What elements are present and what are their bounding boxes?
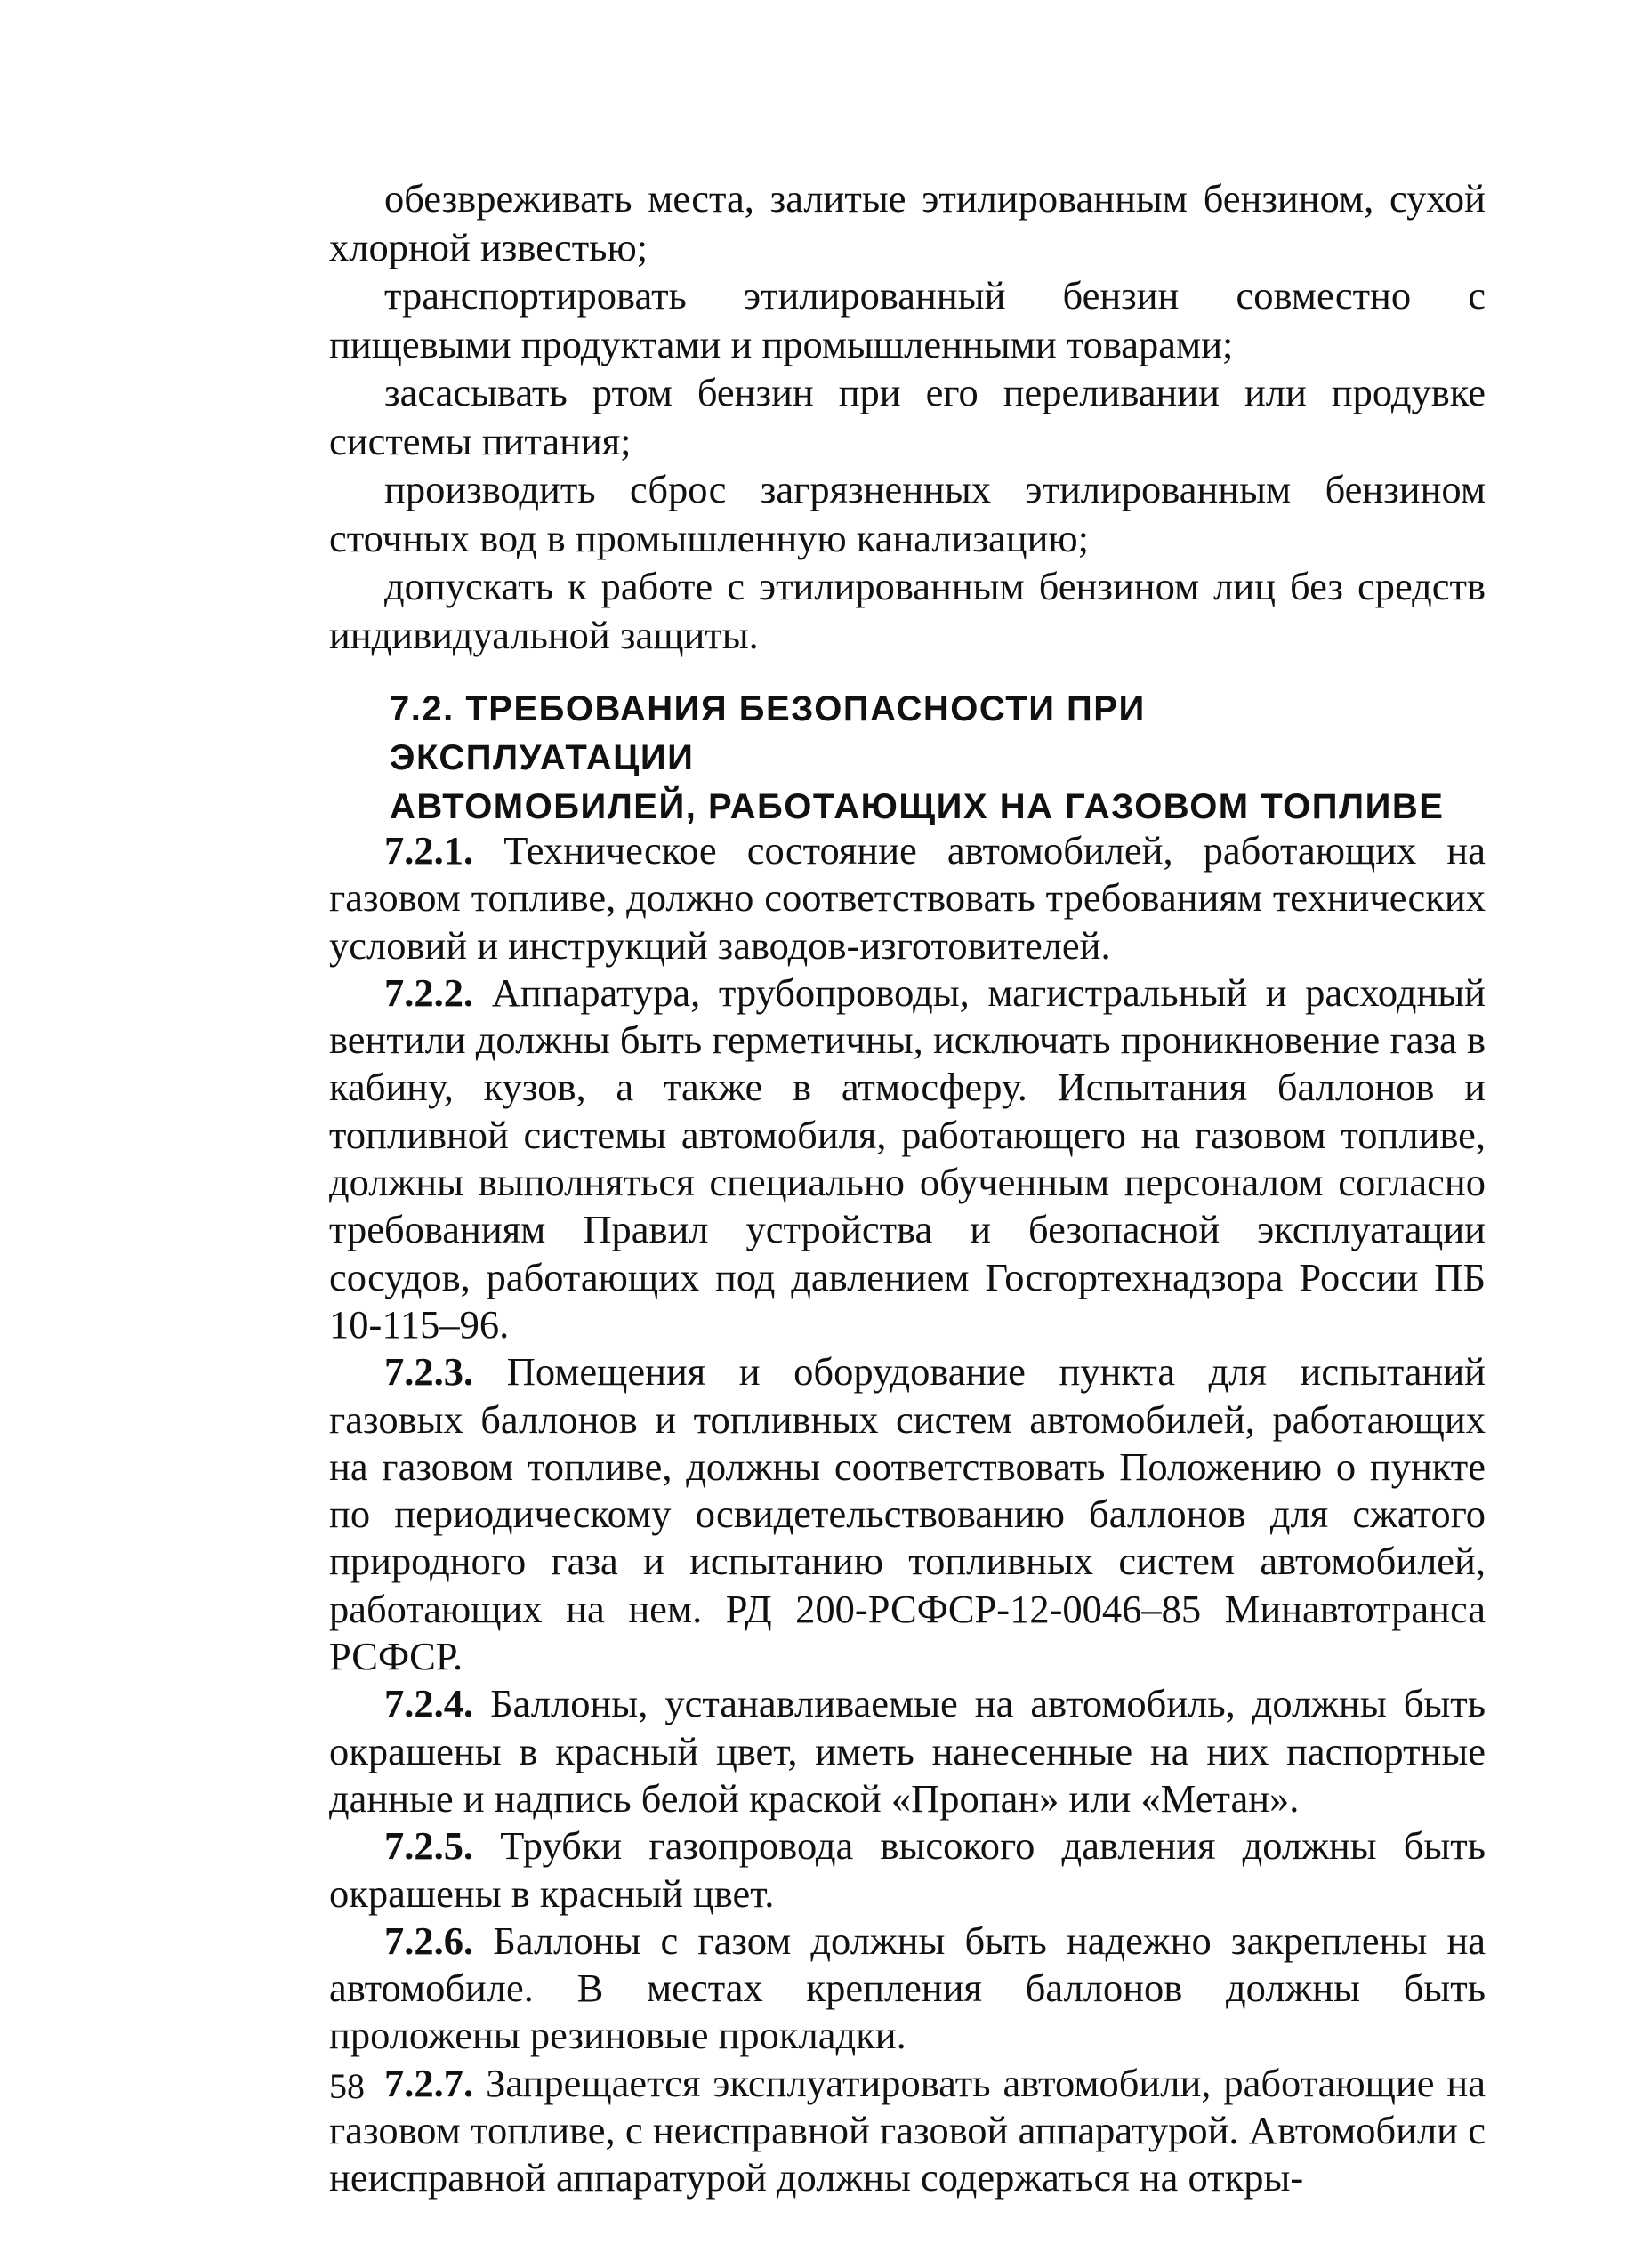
paragraph-text: Помещения и оборудование пункта для испытаний газовых баллонов и топливных систем автомобилей, работающих на газовом топливе, должны соответствовать Положению о пункте по периодическому освидетельствованию баллонов для сжатого природного газа и испытанию топливных систем автомобилей, работающих на нем. РД 200-РСФСР-12-0046–85 Минавтотранса РСФСР. xyxy=(329,1349,1486,1679)
prohibited-actions-list xyxy=(329,174,1486,659)
list-item: транспортировать этилированный бензин совместно с пищевыми продуктами и промышленными товарами; xyxy=(329,273,1486,366)
paragraph-7-2-2 xyxy=(329,969,1486,1348)
paragraph-number: 7.2.2. xyxy=(384,969,474,1015)
paragraph-text: Баллоны с газом должны быть надежно закреплены на автомобиле. В местах крепления баллонов должны быть проложены резиновые прокладки. xyxy=(329,1918,1486,2058)
paragraph-text: Аппаратура, трубопроводы, магистральный и расходный вентили должны быть герметичны, исключать проникновение газа в кабину, кузов, а также в атмосферу. Испытания баллонов и топливной системы автомобиля, работающего на газовом топливе, должны выполняться специально обученным персоналом согласно требованиям Правил устройства и безопасной эксплуатации сосудов, работающих под давлением Госгортехнадзора России ПБ 10-115–96. xyxy=(329,969,1486,1347)
paragraph-text: Баллоны, устанавливаемые на автомобиль, должны быть окрашены в красный цвет, иметь нанесенные на них паспортные данные и надпись белой краской «Пропан» или «Метан». xyxy=(329,1681,1486,1821)
list-item: допускать к работе с этилированным бензином лиц без средств индивидуальной защиты. xyxy=(329,564,1486,657)
paragraph-7-2-5 xyxy=(329,1822,1486,1918)
section-heading xyxy=(390,685,1457,832)
paragraph-number: 7.2.3. xyxy=(384,1349,474,1395)
page-number: 58 xyxy=(329,2066,365,2106)
paragraph-number: 7.2.5. xyxy=(384,1823,474,1869)
paragraph-text: Запрещается эксплуатировать автомобили, работающие на газовом топливе, с неисправной газовой аппаратурой. Автомобили с неисправной аппаратурой должны содержаться на откры- xyxy=(329,2060,1486,2200)
paragraph-text: Трубки газопровода высокого давления должны быть окрашены в красный цвет. xyxy=(329,1823,1486,1916)
paragraph-number: 7.2.4. xyxy=(384,1681,474,1726)
paragraph-7-2-3 xyxy=(329,1348,1486,1680)
paragraph-7-2-4 xyxy=(329,1680,1486,1822)
list-item: обезвреживать места, залитые этилированным бензином, сухой хлорной известью; xyxy=(329,176,1486,269)
paragraph-number: 7.2.6. xyxy=(384,1918,474,1963)
paragraph-7-2-6 xyxy=(329,1918,1486,2060)
list-item: засасывать ртом бензин при его переливании или продувке системы питания; xyxy=(329,370,1486,463)
list-item: производить сброс загрязненных этилированным бензином сточных вод в промышленную канализацию; xyxy=(329,467,1486,560)
paragraph-text: Техническое состояние автомобилей, работающих на газовом топливе, должно соответствовать требованиям технических условий и инструкций заводов-изготовителей. xyxy=(329,828,1486,968)
paragraph-7-2-7 xyxy=(329,2060,1486,2202)
section-heading-line-1: 7.2. ТРЕБОВАНИЯ БЕЗОПАСНОСТИ ПРИ ЭКСПЛУАТАЦИИ xyxy=(390,689,1146,777)
paragraph-number: 7.2.1. xyxy=(384,828,474,873)
paragraph-number: 7.2.7. xyxy=(384,2060,474,2105)
section-body xyxy=(329,827,1486,2202)
section-heading-line-2: АВТОМОБИЛЕЙ, РАБОТАЮЩИХ НА ГАЗОВОМ ТОПЛИВЕ xyxy=(390,787,1445,826)
paragraph-7-2-1 xyxy=(329,827,1486,969)
